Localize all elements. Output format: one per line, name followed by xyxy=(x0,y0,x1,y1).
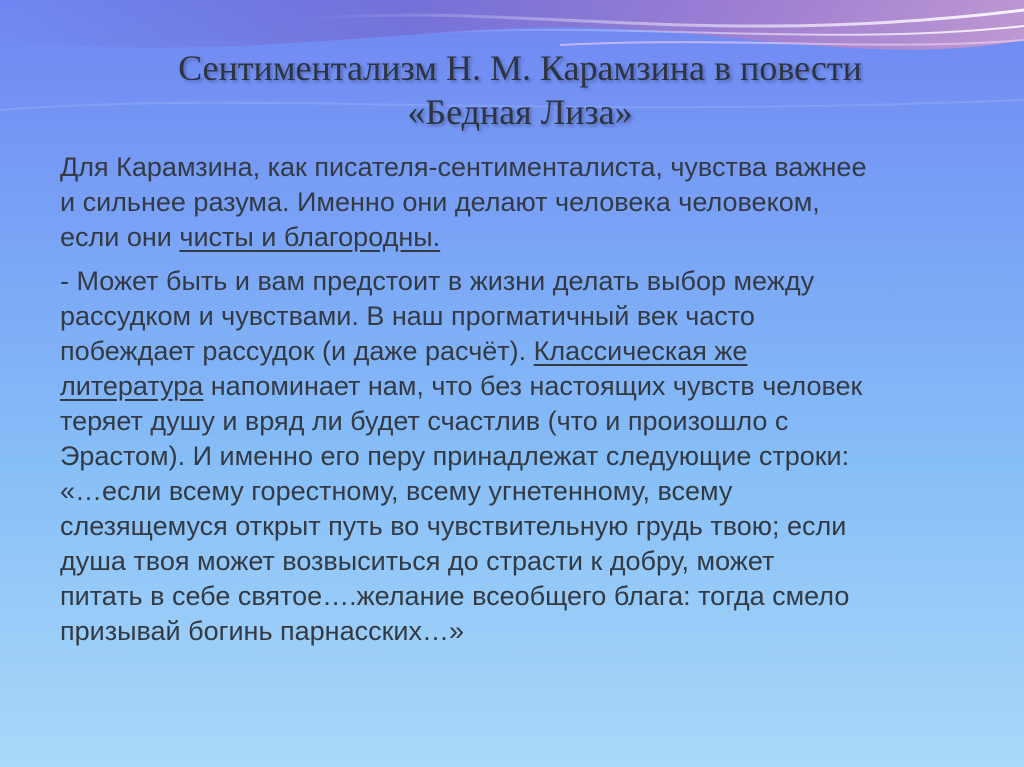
title-line-1: Сентиментализм Н. М. Карамзина в повести xyxy=(178,48,862,88)
p2-line-1: - Может быть и вам предстоит в жизни делать выбор между xyxy=(60,266,815,296)
slide-body xyxy=(56,150,996,649)
paragraph-1 xyxy=(56,150,996,255)
p2-line-11: призывай богинь парнасских…» xyxy=(60,616,465,646)
p2-line-5: теряет душу и вряд ли будет счастлив (что и произошло с xyxy=(60,406,789,436)
p2-line-2: рассудком и чувствами. В наш прогматичный век часто xyxy=(60,301,755,331)
p2-line-8: слезящемуся открыт путь во чувствительную грудь твою; если xyxy=(60,511,847,541)
slide-title xyxy=(120,46,920,134)
underlined-phrase: чисты и благородны. xyxy=(179,222,441,252)
paragraph-2 xyxy=(56,264,996,649)
p2-line-6: Эрастом). И именно его перу принадлежат следующие строки: xyxy=(60,441,850,471)
underlined-phrase: Классическая же xyxy=(533,336,748,366)
p1-line-3: если они xyxy=(60,222,180,252)
p2-line-10: питать в себе святое….желание всеобщего блага: тогда смело xyxy=(60,581,850,611)
p1-line-1: Для Карамзина, как писателя-сентименталиста, чувства важнее xyxy=(60,152,867,182)
p2-line-4: напоминает нам, что без настоящих чувств человек xyxy=(203,371,863,401)
p2-line-7: «…если всему горестному, всему угнетенному, всему xyxy=(60,476,733,506)
title-line-2: «Бедная Лиза» xyxy=(407,92,633,132)
underlined-phrase: литература xyxy=(60,371,204,401)
p1-line-2: и сильнее разума. Именно они делают человека человеком, xyxy=(60,187,820,217)
p2-line-3: побеждает рассудок (и даже расчёт). xyxy=(60,336,534,366)
p2-line-9: душа твоя может возвыситься до страсти к добру, может xyxy=(60,546,775,576)
